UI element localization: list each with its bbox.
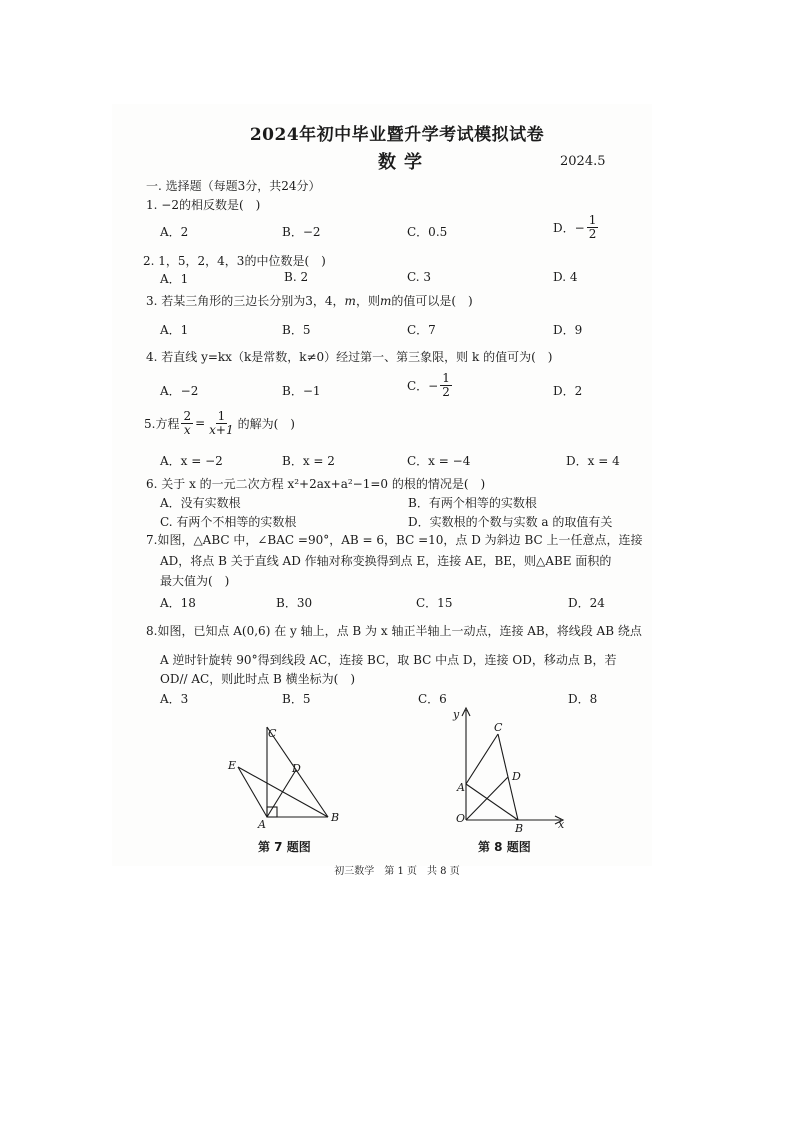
q8-line1: 8.如图，已知点 A(0,6) 在 y 轴上，点 B 为 x 轴正半轴上一动点，连接 AB，将线段 AB 绕点 [146,624,642,638]
q1-d-fraction [587,214,599,240]
q6-option-a: A．没有实数根 [160,496,241,510]
q1-option-b: B．−2 [282,225,321,239]
q4-c-prefix: C．− [407,378,439,393]
q1-d-denominator: 2 [588,226,597,241]
q5-equals: = [195,416,206,431]
q1-option-c: C．0.5 [407,225,448,239]
q5-right-fraction [207,410,235,436]
fig8-label-o: O [456,812,466,825]
q5-left-fraction [181,410,193,436]
q4-c-numerator: 1 [442,371,450,385]
q7-option-c: C．15 [416,596,453,610]
q8-line3: OD// AC，则此时点 B 横坐标为( ) [160,672,356,686]
q2-option-a: A．1 [160,272,189,286]
q5-right-numerator: 1 [217,409,226,423]
q5-prefix: 5.方程 [144,416,180,431]
fig8-label-y: y [453,708,460,721]
q5-option-d: D．x = 4 [566,454,620,468]
q5-left-denominator: x [183,422,191,437]
q8-option-c: C．6 [418,692,447,706]
q7-line2: AD，将点 B 关于直线 AD 作轴对称变换得到点 E，连接 AE，BE，则△ABE 面积的 [160,554,612,568]
q8-line2: A 逆时针旋转 90°得到线段 AC，连接 BC，取 BC 中点 D，连接 OD，移动点 B，若 [160,653,617,667]
q2-option-c: C. 3 [407,270,432,284]
page-footer: 初三数学 第 1 页 共 8 页 [334,866,460,877]
q7-option-a: A．18 [160,596,196,610]
fig8-line-od [466,777,508,820]
q8-option-d: D．8 [568,692,598,706]
q7-option-b: B．30 [276,596,313,610]
q4-option-d: D．2 [553,384,583,398]
q4-option-b: B．−1 [282,384,321,398]
q4-stem: 4. 若直线 y=kx（k是常数，k≠0）经过第一、第三象限，则 k 的值可为( ) [146,350,553,364]
fig7-line-be [238,767,328,817]
q6-option-c: C. 有两个不相等的实数根 [160,515,297,529]
fig7-label-a: A [258,818,266,831]
q5-stem [144,410,295,436]
q3-option-c: C．7 [407,323,436,337]
exam-date: 2024.5 [560,154,606,169]
q4-c-denominator: 2 [442,384,450,399]
q5-option-b: B．x = 2 [282,454,335,468]
q3-option-b: B．5 [282,323,311,337]
q1-option-d [553,214,600,240]
q1-option-a: A．2 [160,225,189,239]
q6-stem: 6. 关于 x 的一元二次方程 x²+2ax+a²−1=0 的根的情况是( ) [146,477,486,491]
q5-left-numerator: 2 [183,409,192,423]
figure-7-diagram [220,722,350,832]
fig7-label-c: C [268,727,277,740]
q2-option-b: B. 2 [284,270,309,284]
q3-stem-part1: 3. 若某三角形的三边长分别为3，4， [146,294,345,308]
q8-option-b: B．5 [282,692,311,706]
fig8-label-b: B [515,822,524,834]
q4-option-c [407,372,454,398]
figure-8-caption: 第 8 题图 [478,840,531,854]
fig8-line-ab [466,784,518,820]
q3-var-m2: m [379,294,392,308]
figure-7-caption: 第 7 题图 [258,840,311,854]
section-heading: 一. 选择题（每题3分，共24分） [146,179,321,193]
fig7-line-ad [267,770,296,817]
q5-option-c: C．x = −4 [407,454,471,468]
q4-c-fraction [440,372,452,398]
q3-stem [146,292,473,309]
q2-stem: 2. 1，5，2，4，3的中位数是( ) [143,254,326,268]
subject-label: 数学 [378,152,430,173]
q6-option-b: B．有两个相等的实数根 [408,496,537,510]
q3-option-a: A．1 [160,323,189,337]
q1-d-numerator: 1 [588,213,597,227]
q3-var-m: m [344,294,356,308]
fig8-label-d: D [512,770,521,783]
q3-option-d: D．9 [553,323,583,337]
q5-option-a: A．x = −2 [160,454,223,468]
q3-stem-part2: ，则 [355,294,380,308]
fig8-line-ac [466,734,498,784]
fig8-label-x: x [558,818,565,831]
q8-option-a: A．3 [160,692,189,706]
exam-title: 2024年初中毕业暨升学考试模拟试卷 [249,125,545,145]
q5-right-denominator: x+1 [209,422,234,437]
figure-8-diagram [446,704,576,834]
q2-option-d: D. 4 [553,270,578,284]
fig8-label-c: C [494,721,503,734]
q7-line1: 7.如图，△ABC 中，∠BAC =90°，AB = 6，BC =10，点 D 为斜边 BC 上一任意点，连接 [146,533,643,547]
q7-line3: 最大值为( ) [160,574,230,588]
q1-d-prefix: D．− [553,220,585,235]
fig7-label-b: B [331,811,340,824]
q4-option-a: A．−2 [160,384,199,398]
q6-option-d: D．实数根的个数与实数 a 的取值有关 [408,515,613,529]
fig7-label-e: E [228,759,237,772]
fig7-label-d: D [292,762,301,775]
q7-option-d: D．24 [568,596,605,610]
q3-stem-part3: 的值可以是( ) [391,294,473,308]
fig8-label-a: A [457,781,465,794]
q5-suffix: 的解为( ) [237,416,295,431]
q1-stem: 1. −2的相反数是( ) [146,198,261,212]
